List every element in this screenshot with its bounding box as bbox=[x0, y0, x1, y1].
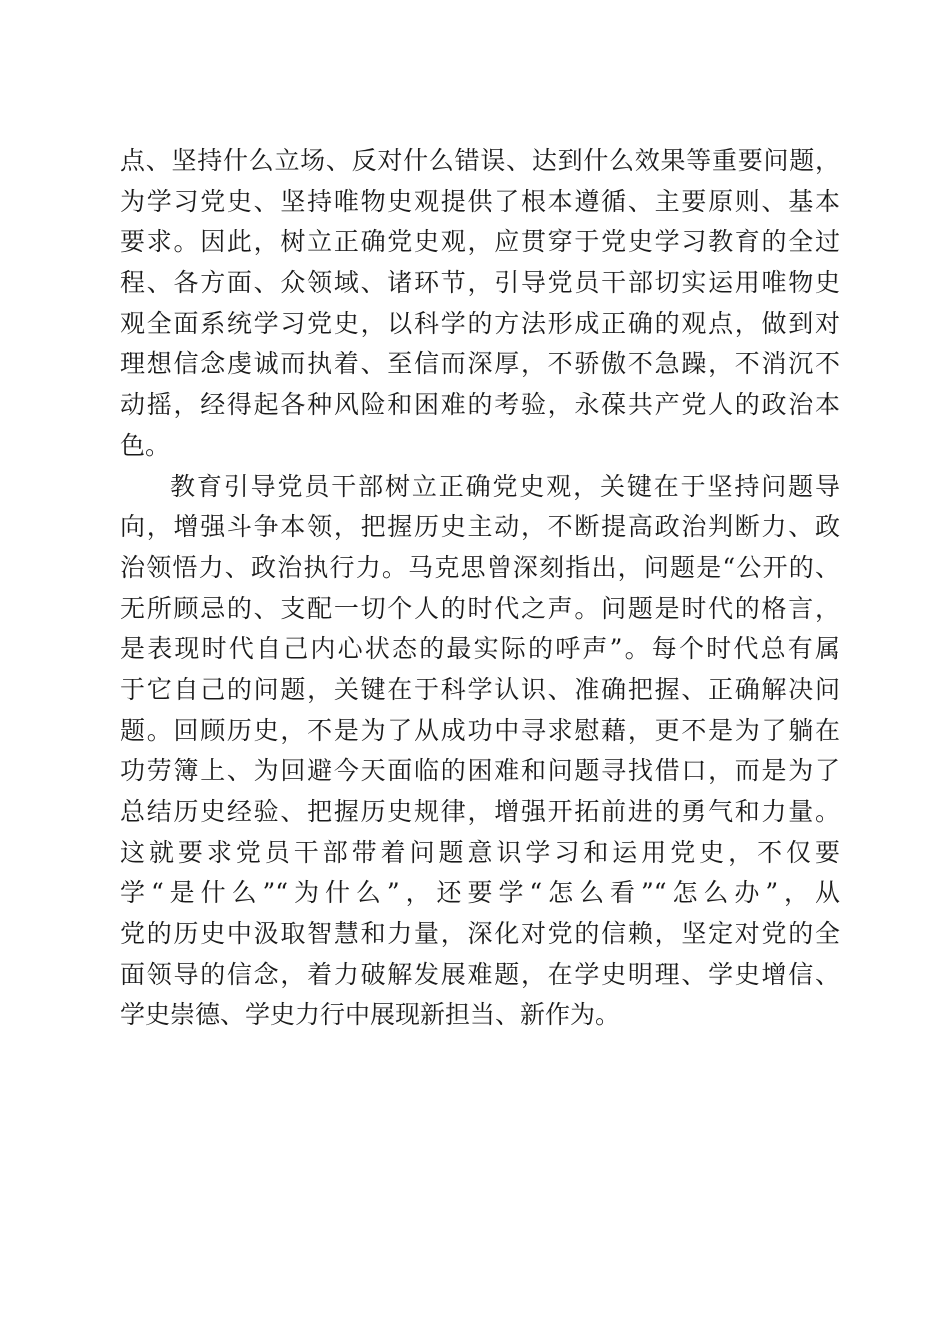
text-line: 功劳簿上、为回避今天面临的困难和问题寻找借口，而是为了 bbox=[120, 756, 840, 786]
text-line: 题。回顾历史，不是为了从成功中寻求慰藉，更不是为了躺在 bbox=[120, 715, 840, 745]
text-line: 动摇，经得起各种风险和困难的考验，永葆共产党人的政治本 bbox=[120, 390, 840, 420]
text-line: 观全面系统学习党史，以科学的方法形成正确的观点，做到对 bbox=[120, 308, 840, 338]
text-line: 面领导的信念，着力破解发展难题，在学史明理、学史增信、 bbox=[120, 959, 840, 989]
text-line: 是表现时代自己内心状态的最实际的呼声”。每个时代总有属 bbox=[120, 634, 840, 664]
text-line: 理想信念虔诚而执着、至信而深厚，不骄傲不急躁，不消沉不 bbox=[120, 349, 840, 379]
text-line: 色。 bbox=[120, 430, 171, 460]
text-line: 无所顾忌的、支配一切个人的时代之声。问题是时代的格言， bbox=[120, 593, 840, 623]
text-line: 治领悟力、政治执行力。马克思曾深刻指出，问题是“公开的、 bbox=[120, 552, 840, 582]
text-line: 总结历史经验、把握历史规律，增强开拓前进的勇气和力量。 bbox=[120, 797, 840, 826]
text-line: 要求。因此，树立正确党史观，应贯穿于党史学习教育的全过 bbox=[120, 227, 840, 257]
paragraph-2 bbox=[120, 467, 840, 1037]
text-line: 为学习党史、坚持唯物史观提供了根本遵循、主要原则、基本 bbox=[120, 186, 840, 216]
text-line: 学史崇德、学史力行中展现新担当、新作为。 bbox=[120, 1000, 621, 1030]
text-line: 于它自己的问题，关键在于科学认识、准确把握、正确解决问 bbox=[120, 674, 840, 704]
text-line: 教育引导党员干部树立正确党史观，关键在于坚持问题导 bbox=[170, 471, 840, 501]
text-line: 这就要求党员干部带着问题意识学习和运用党史，不仅要 bbox=[120, 837, 840, 867]
body-text bbox=[120, 141, 840, 1036]
text-line: 程、各方面、众领域、诸环节，引导党员干部切实运用唯物史 bbox=[120, 268, 840, 298]
text-line: 党的历史中汲取智慧和力量，深化对党的信赖，坚定对党的全 bbox=[120, 919, 840, 949]
text-line: 学“是什么”“为什么”，还要学“怎么看”“怎么办”，从 bbox=[120, 878, 840, 908]
text-line: 向，增强斗争本领，把握历史主动，不断提高政治判断力、政 bbox=[120, 512, 840, 542]
text-line: 点、坚持什么立场、反对什么错误、达到什么效果等重要问题， bbox=[120, 146, 840, 175]
paragraph-1 bbox=[120, 141, 840, 467]
